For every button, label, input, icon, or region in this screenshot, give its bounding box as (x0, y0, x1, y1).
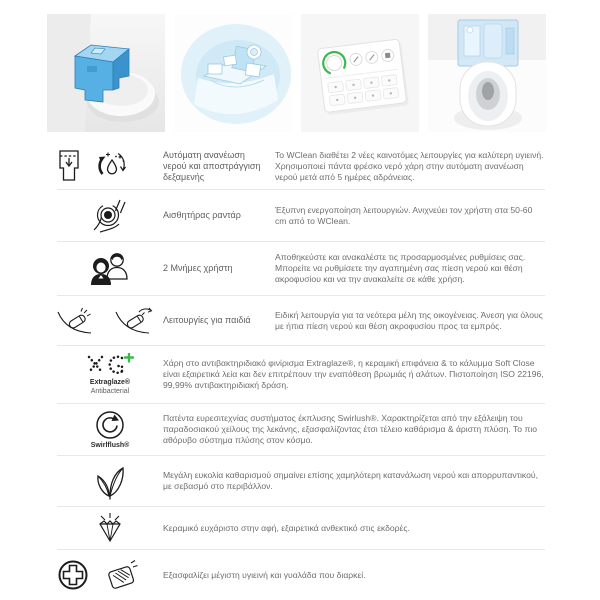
feature-icons (57, 251, 163, 287)
feature-row-children-functions (57, 296, 545, 346)
feature-row-user-memories (57, 242, 545, 296)
feature-description: Μεγάλη ευκολία καθαρισμού σημαίνει επίσης χαμηλότερη κατανάλωση νερού και απορρυπαντικού, με σεβασμό στο περιβάλλον. (163, 470, 538, 491)
feature-row-swirlflush (57, 404, 545, 456)
feature-icons (57, 462, 163, 500)
feature-title: 2 Μνήμες χρήστη (163, 263, 233, 273)
radar-sensor-icon (91, 198, 129, 234)
toilet-top-view-illustration (428, 14, 546, 132)
feature-row-scratch-resistant (57, 507, 545, 550)
feature-description: Το WClean διαθέτει 2 νέες καινοτόμες λειτουργίες για καλύτερη υγιεινή. Χρησιμοποιεί πάντα φρέσκο νερό χάρη στην αυτόματη ανανέωση νερού μετά από 5 ημέρες αδράνειας. (275, 149, 544, 182)
extraglaze-logo-label: Extraglaze® (89, 379, 131, 386)
feature-row-radar-sensor (57, 190, 545, 242)
feature-row-water-renewal (57, 143, 545, 190)
feature-description: Ειδική λειτουργία για τα νεότερα μέλη της οικογένειας. Άνεση για όλους με ήπια πίεση νερού και θέση ακροφυσίου προς τα εμπρός. (275, 309, 543, 331)
remote-panel-illustration (301, 14, 419, 132)
feature-list (57, 143, 545, 600)
toilet-xray-illustration (174, 14, 292, 132)
feature-description: Αποθηκεύστε και ανακαλέστε τις προσαρμοσμένες ρυθμίσεις σας. Μπορείτε να ρυθμίσετε την αγαπημένη σας πίεση νερού και θέση ακροφυσίου και να την ανακαλείτε σε κάθε χρήση. (275, 252, 526, 284)
feature-row-hygiene (57, 550, 545, 600)
nozzle-spray-swing-icon (115, 306, 159, 336)
feature-description: Χάρη στο αντιβακτηριδιακό φινίρισμα Extraglaze®, η κεραμική επιφάνεια & το κάλυμμα Soft Close είναι εξαιρετικά λεία και δεν επιτρέπουν την εναπόθεση βρωμιάς ή αλάτων. Πιστοποίηση ISO 22196, 99,99% αντιβακτηριδιακή δράση. (163, 358, 544, 390)
feature-row-extraglaze (57, 346, 545, 404)
feature-description: Κεραμικό ευχάριστο στην αφή, εξαιρετικά ανθεκτικό στις εκδορές. (163, 522, 410, 533)
eco-leaves-icon (93, 462, 127, 500)
feature-row-eco (57, 456, 545, 507)
product-image-toilet-top-view[interactable] (428, 14, 546, 132)
feature-description: Έξυπνη ενεργοποίηση λειτουργιών. Ανιχνεύει τον χρήστη στα 50-60 cm από το WClean. (275, 204, 533, 226)
feature-icons (57, 198, 163, 234)
wiping-hand-icon (103, 558, 139, 592)
feature-title: Λειτουργίες για παιδιά (163, 315, 251, 325)
feature-title: Αισθητήρας ραντάρ (163, 210, 241, 220)
feature-description: Εξασφαλίζει μέγιστη υγιεινή και γυαλάδα που διαρκεί. (163, 569, 366, 580)
product-image-cistern[interactable] (47, 14, 165, 132)
blue-cistern-illustration (47, 14, 165, 132)
feature-icons (57, 353, 163, 396)
hygiene-cross-icon (57, 559, 89, 591)
product-image-internals[interactable] (174, 14, 292, 132)
extraglaze-logo (85, 353, 135, 396)
feature-icons (57, 558, 163, 592)
two-users-icon (88, 251, 132, 287)
feature-icons (57, 511, 163, 545)
feature-icons (57, 306, 163, 336)
swirlflush-logo-label: Swirlflush® (90, 441, 130, 449)
feature-description: Πατέντα ευρεσιτεχνίας συστήματος έκπλυσης Swirlush®. Χαρακτηρίζεται από την εξάλειψη του παραδοσιακού χείλους της λεκάνης, εξασφαλίζοντας έτσι τέλειο καθάρισμα & άριστη πλύση. Το πιο αθόρυβο σύστημα πλύσης στον κόσμο. (163, 413, 538, 445)
feature-icons (57, 410, 163, 450)
diamond-icon (92, 511, 128, 545)
swirlflush-logo (91, 410, 130, 450)
nozzle-spray-icon (57, 306, 101, 336)
extraglaze-logo-sublabel: Antibacterial (90, 388, 130, 395)
product-image-remote-panel[interactable] (301, 14, 419, 132)
product-gallery (0, 0, 600, 132)
feature-title: Αυτόματη ανανέωση νερού και αποστράγγιση δεξαμενής (163, 149, 261, 182)
feature-icons (57, 148, 163, 184)
water-renewal-icon (95, 149, 129, 183)
tank-drain-icon (57, 148, 81, 184)
